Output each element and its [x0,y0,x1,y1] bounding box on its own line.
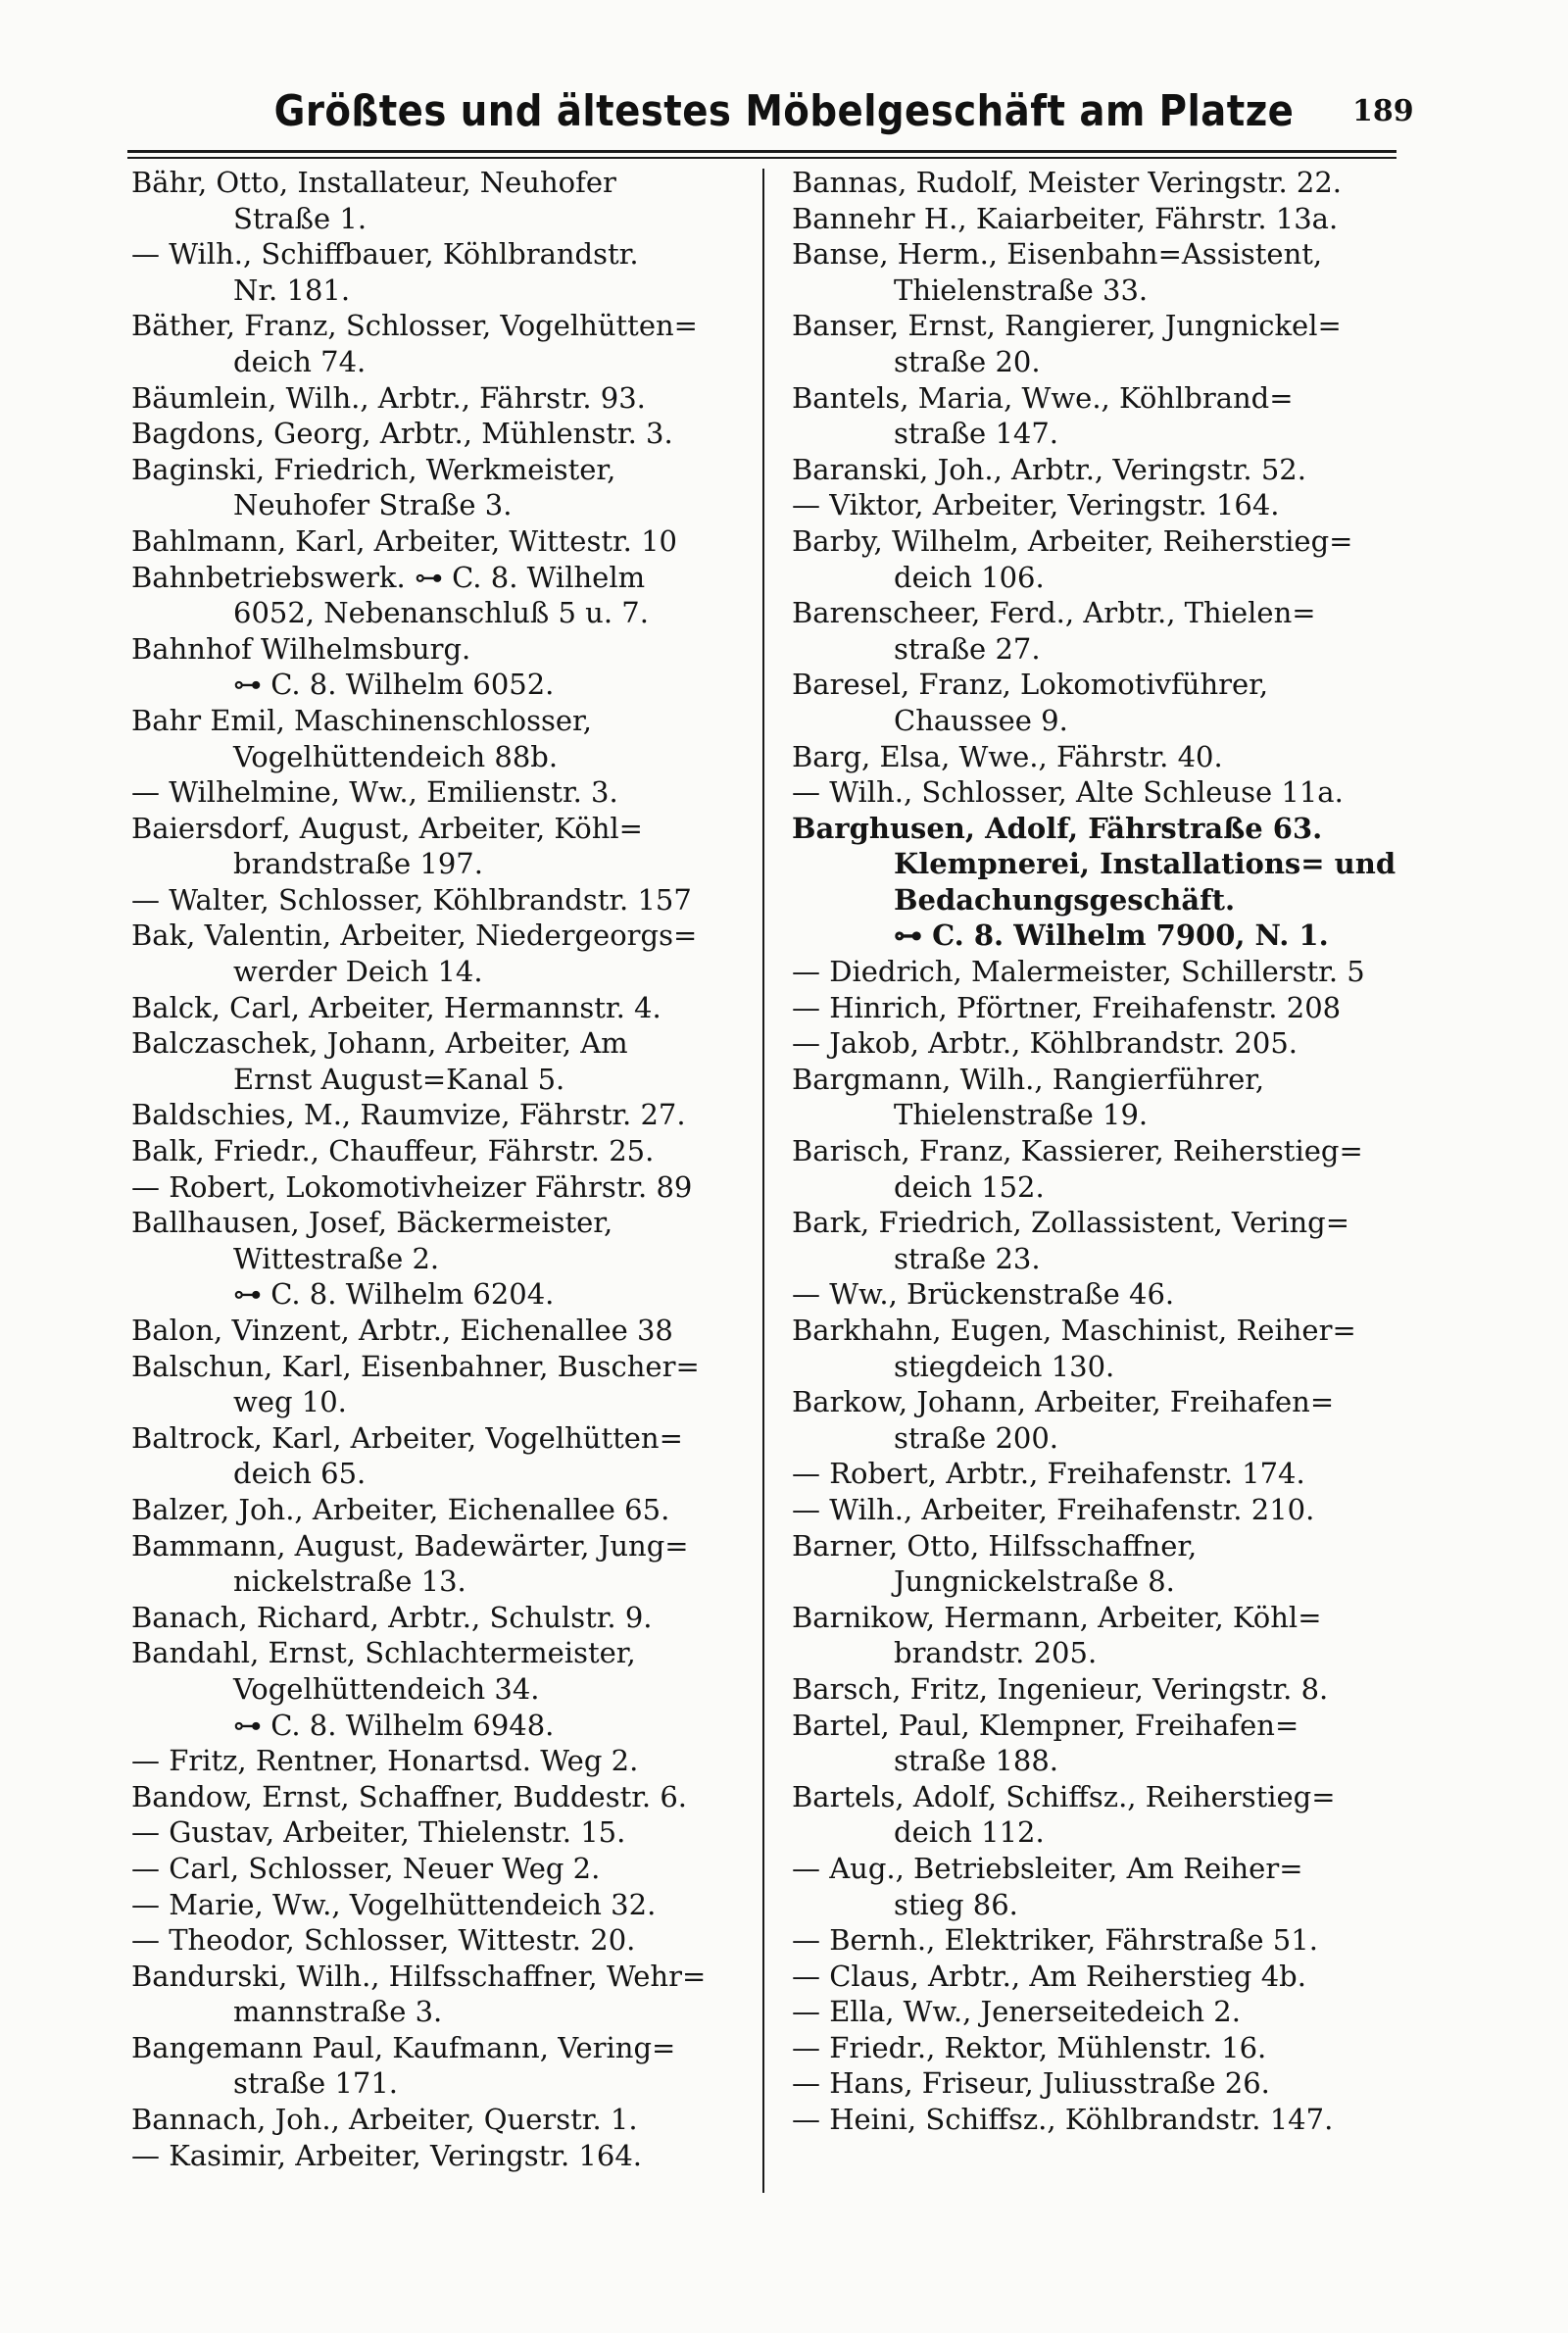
directory-entry-line: brandstr. 205. [894,1636,1098,1670]
directory-entry-line: — Carl, Schlosser, Neuer Weg 2. [131,1851,601,1885]
directory-entry-line: Bannach, Joh., Arbeiter, Querstr. 1. [131,2103,638,2137]
directory-entry-line: — Walter, Schlosser, Köhlbrandstr. 157 [131,882,692,917]
directory-entry-line: weg 10. [233,1385,347,1419]
left-column [131,165,749,2173]
directory-entry-line: Baresel, Franz, Lokomotivführer, [792,668,1269,702]
directory-entry-line: Bangemann Paul, Kaufmann, Vering= [131,2030,676,2064]
directory-entry-line: — Heini, Schiffsz., Köhlbrandstr. 147. [792,2103,1334,2137]
directory-entry-line: ⊶ C. 8. Wilhelm 6204. [233,1277,555,1312]
directory-entry-line: — Robert, Lokomotivheizer Fährstr. 89 [131,1169,693,1204]
directory-entry-line: Bandurski, Wilh., Hilfsschaffner, Wehr= [131,1959,707,1993]
directory-entry-line: — Aug., Betriebsleiter, Am Reiher= [792,1851,1303,1885]
directory-entry-line: Balschun, Karl, Eisenbahner, Buscher= [131,1349,700,1383]
directory-entry-line: stiegdeich 130. [894,1349,1115,1383]
directory-entry-line: Bammann, August, Badewärter, Jung= [131,1528,689,1563]
directory-entry-line: — Wilh., Schiffbauer, Köhlbrandstr. [131,237,639,272]
directory-entry-line: — Gustav, Arbeiter, Thielenstr. 15. [131,1815,626,1850]
directory-entry-line: Bandahl, Ernst, Schlachtermeister, [131,1636,636,1670]
directory-entry-line: stieg 86. [894,1887,1018,1921]
directory-entry-line: straße 188. [894,1744,1059,1778]
directory-entry-line: Barby, Wilhelm, Arbeiter, Reiherstieg= [792,523,1353,558]
directory-entry-line: deich 74. [233,344,367,378]
directory-entry-line: — Friedr., Rektor, Mühlenstr. 16. [792,2030,1267,2064]
directory-entry-line: Barnikow, Hermann, Arbeiter, Köhl= [792,1600,1322,1634]
directory-entry-line: straße 147. [894,417,1059,451]
directory-entry-line: Bantels, Maria, Wwe., Köhlbrand= [792,380,1294,415]
directory-entry-line: — Theodor, Schlosser, Wittestr. 20. [131,1923,636,1958]
directory-entry-line: deich 106. [894,560,1045,594]
directory-entry-line: Wittestraße 2. [233,1241,440,1275]
directory-entry-line: Klempnerei, Installations= und [894,847,1396,881]
directory-entry-line: — Diedrich, Malermeister, Schillerstr. 5 [792,955,1365,989]
directory-entry-line: Barner, Otto, Hilfsschaffner, [792,1528,1198,1563]
directory-entry-line: — Ww., Brückenstraße 46. [792,1277,1175,1312]
directory-entry-line: Neuhofer Straße 3. [233,488,513,522]
directory-entry-line: Balon, Vinzent, Arbtr., Eichenallee 38 [131,1314,673,1347]
directory-entry-line: — Jakob, Arbtr., Köhlbrandstr. 205. [792,1026,1298,1061]
directory-entry-line: Bahr Emil, Maschinenschlosser, [131,703,592,737]
directory-entry-line: straße 20. [894,344,1041,378]
page-number: 189 [1352,94,1414,128]
directory-entry-line: ⊶ C. 8. Wilhelm 7900, N. 1. [894,918,1329,953]
directory-entry-line: Bartels, Adolf, Schiffsz., Reiherstieg= [792,1779,1336,1813]
directory-entry-line: — Wilhelmine, Ww., Emilienstr. 3. [131,775,618,810]
directory-entry-line: Banse, Herm., Eisenbahn=Assistent, [792,237,1323,272]
directory-entry-line: Barghusen, Adolf, Fährstraße 63. [792,811,1323,845]
directory-entry-line: straße 200. [894,1420,1059,1455]
header-rule-top [127,150,1396,153]
directory-entry-line: deich 112. [894,1815,1045,1850]
directory-entry-line: Bahlmann, Karl, Arbeiter, Wittestr. 10 [131,523,677,558]
directory-entry-line: ⊶ C. 8. Wilhelm 6948. [233,1708,555,1742]
directory-entry-line: Barsch, Fritz, Ingenieur, Veringstr. 8. [792,1671,1329,1706]
directory-entry-line: Baiersdorf, August, Arbeiter, Köhl= [131,811,643,845]
directory-entry-line: Baltrock, Karl, Arbeiter, Vogelhütten= [131,1420,683,1455]
directory-entry-line: Thielenstraße 19. [894,1098,1149,1132]
directory-entry-line: — Marie, Ww., Vogelhüttendeich 32. [131,1887,657,1921]
directory-entry-line: Straße 1. [233,201,368,235]
directory-entry-line: Balk, Friedr., Chauffeur, Fährstr. 25. [131,1134,655,1168]
directory-entry-line: Chaussee 9. [894,703,1068,737]
directory-entry-line: Bak, Valentin, Arbeiter, Niedergeorgs= [131,918,698,953]
directory-entry-line: Barkow, Johann, Arbeiter, Freihafen= [792,1385,1335,1419]
directory-entry-line: — Hans, Friseur, Juliusstraße 26. [792,2066,1270,2101]
directory-entry-line: — Wilh., Arbeiter, Freihafenstr. 210. [792,1492,1315,1526]
directory-entry-line: straße 23. [894,1241,1041,1275]
directory-entry-line: Bandow, Ernst, Schaffner, Buddestr. 6. [131,1779,688,1813]
directory-entry-line: Barisch, Franz, Kassierer, Reiherstieg= [792,1134,1363,1168]
column-divider [762,169,764,2193]
directory-entry-line: — Kasimir, Arbeiter, Veringstr. 164. [131,2138,642,2172]
directory-entry-line: Baranski, Joh., Arbtr., Veringstr. 52. [792,452,1306,486]
directory-entry-line: Ballhausen, Josef, Bäckermeister, [131,1206,613,1240]
directory-entry-line: Bähr, Otto, Installateur, Neuhofer [131,166,616,199]
directory-entry-line: Vogelhüttendeich 34. [233,1671,540,1706]
directory-entry-line: Bannas, Rudolf, Meister Veringstr. 22. [792,166,1343,199]
directory-entry-line: — Robert, Arbtr., Freihafenstr. 174. [792,1457,1305,1491]
directory-entry-line: Balck, Carl, Arbeiter, Hermannstr. 4. [131,990,662,1024]
directory-entry-line: mannstraße 3. [233,1995,443,2029]
directory-entry-line: ⊶ C. 8. Wilhelm 6052. [233,668,555,702]
directory-entry-line: Bedachungsgeschäft. [894,882,1236,917]
right-column [792,165,1419,2138]
directory-entry-line: Bäther, Franz, Schlosser, Vogelhütten= [131,309,698,343]
directory-entry-line: deich 65. [233,1457,367,1491]
directory-entry-line: Ernst August=Kanal 5. [233,1062,565,1096]
directory-entry-line: nickelstraße 13. [233,1564,466,1599]
directory-entry-line: Bark, Friedrich, Zollassistent, Vering= [792,1206,1350,1240]
directory-entry-line: — Wilh., Schlosser, Alte Schleuse 11a. [792,775,1344,810]
directory-entry-line: Banser, Ernst, Rangierer, Jungnickel= [792,309,1342,343]
directory-entry-line: Banach, Richard, Arbtr., Schulstr. 9. [131,1600,653,1634]
directory-entry-line: — Fritz, Rentner, Honartsd. Weg 2. [131,1744,639,1778]
directory-entry-line: Nr. 181. [233,273,351,307]
page-header-title: Größtes und ältestes Möbelgeschäft am Platze [273,86,1295,136]
directory-entry-line: werder Deich 14. [233,955,483,989]
directory-entry-line: Vogelhüttendeich 88b. [233,739,559,773]
directory-entry-line: Bahnbetriebswerk. ⊶ C. 8. Wilhelm [131,560,646,594]
directory-entry-line: Bäumlein, Wilh., Arbtr., Fährstr. 93. [131,380,646,415]
directory-entry-line: — Hinrich, Pförtner, Freihafenstr. 208 [792,990,1342,1024]
directory-entry-line: brandstraße 197. [233,847,483,881]
directory-entry-line: Barg, Elsa, Wwe., Fährstr. 40. [792,739,1223,773]
directory-entry-line: Bagdons, Georg, Arbtr., Mühlenstr. 3. [131,417,673,451]
directory-entry-line: deich 152. [894,1169,1045,1204]
header-rule-bottom [127,157,1396,159]
directory-entry-line: Balzer, Joh., Arbeiter, Eichenallee 65. [131,1492,670,1526]
directory-entry-line: Bahnhof Wilhelmsburg. [131,631,471,666]
directory-entry-line: straße 27. [894,631,1041,666]
directory-entry-line: Bannehr H., Kaiarbeiter, Fährstr. 13a. [792,201,1339,235]
directory-entry-line: Barenscheer, Ferd., Arbtr., Thielen= [792,596,1316,630]
directory-entry-line: Jungnickelstraße 8. [894,1564,1175,1599]
directory-entry-line: — Ella, Ww., Jenerseitedeich 2. [792,1995,1241,2029]
directory-entry-line: straße 171. [233,2066,399,2101]
directory-entry-line: Bartel, Paul, Klempner, Freihafen= [792,1708,1299,1742]
directory-entry-line: Barkhahn, Eugen, Maschinist, Reiher= [792,1314,1356,1347]
directory-entry-line: 6052, Nebenanschluß 5 u. 7. [233,596,649,630]
directory-entry-line: Bargmann, Wilh., Rangierführer, [792,1062,1265,1096]
directory-entry-line: — Claus, Arbtr., Am Reiherstieg 4b. [792,1959,1306,1993]
directory-entry-line: Balczaschek, Johann, Arbeiter, Am [131,1026,628,1061]
directory-entry-line: — Bernh., Elektriker, Fährstraße 51. [792,1923,1318,1958]
directory-entry-line: Baldschies, M., Raumvize, Fährstr. 27. [131,1098,686,1132]
directory-entry-line: Baginski, Friedrich, Werkmeister, [131,452,616,486]
directory-entry-line: — Viktor, Arbeiter, Veringstr. 164. [792,488,1280,522]
directory-entry-line: Thielenstraße 33. [894,273,1149,307]
